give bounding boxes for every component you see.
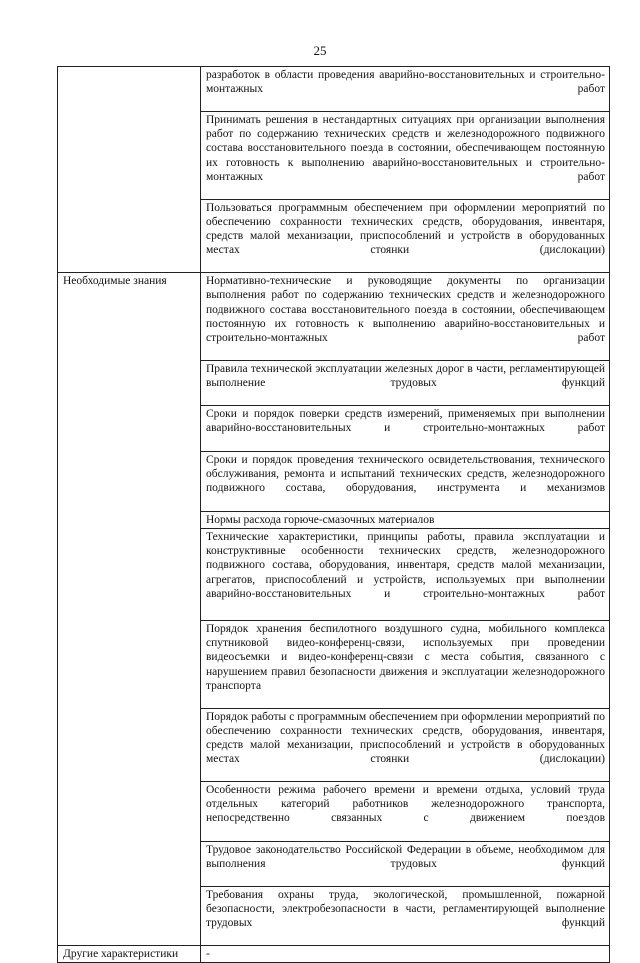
knowledge-item: Трудовое законодательство Российской Федерации в объеме, необходимом для выполнения трудовых функций [201, 841, 610, 886]
row-label-other-characteristics: Другие характеристики [58, 946, 201, 963]
knowledge-item: Нормативно-технические и руководящие документы по организации выполнения работ по содержанию технических средств и железнодорожного подвижного состава восстановительного поезда в состоянии, обеспечивающем постоянную их готовность к выполнению аварийно-восстановительных и строительно-монтажных работ [201, 273, 610, 361]
row-label-required-knowledge: Необходимые знания [58, 273, 201, 946]
page-number: 25 [313, 43, 327, 58]
table-row [58, 273, 610, 361]
knowledge-item: Особенности режима рабочего времени и времени отдыха, условий труда отдельных категорий работников железнодорожного транспорта, непосредственно связанных с движением поездов [201, 782, 610, 841]
knowledge-item: Порядок хранения беспилотного воздушного судна, мобильного комплекса спутниковой видео-конференц-связи, используемых при проведении видеосъемки и видео-конференц-связи с места события, связанного с нарушением правил безопасности движения и эксплуатации железнодорожного транспорта [201, 621, 610, 709]
competency-table [57, 66, 610, 963]
knowledge-item: Порядок работы с программным обеспечением при оформлении мероприятий по обеспечению сохранности технических средств, оборудования, инвентаря, средств малой механизации, приспособлений и устройств в оборудованных местах стоянки (дислокации) [201, 708, 610, 781]
row-label-continuation [58, 67, 201, 273]
skill-item: Пользоваться программным обеспечением при оформлении мероприятий по обеспечению сохранности технических средств, оборудования, инвентаря, средств малой механизации, приспособлений и устройств в оборудованных местах стоянки (дислокации) [201, 199, 610, 272]
table-row [58, 67, 610, 112]
skill-item: разработок в области проведения аварийно-восстановительных и строительно-монтажных работ [201, 67, 610, 112]
knowledge-item: Сроки и порядок поверки средств измерений, применяемых при выполнении аварийно-восстановительных и строительно-монтажных работ [201, 406, 610, 452]
skill-item: Принимать решения в нестандартных ситуациях при организации выполнения работ по содержанию технических средств и железнодорожного подвижного состава восстановительного поезда в состоянии, обеспечивающем постоянную их готовность к выполнению аварийно-восстановительных и строительно-монтажных работ [201, 112, 610, 200]
knowledge-item: Правила технической эксплуатации железных дорог в части, регламентирующей выполнение трудовых функций [201, 360, 610, 405]
knowledge-item: Требования охраны труда, экологической, промышленной, пожарной безопасности, электробезопасности в части, регламентирующей выполнение трудовых функций [201, 886, 610, 945]
table-row [58, 946, 610, 963]
knowledge-item: Технические характеристики, принципы работы, правила эксплуатации и конструктивные особенности технических средств, железнодорожного подвижного состава, оборудования, инвентаря, средств малой механизации, агрегатов, приспособлений и устройств, используемых при выполнении аварийно-восстановительных и строительно-монтажных работ [201, 529, 610, 621]
other-characteristics-value: - [201, 946, 610, 963]
knowledge-item: Нормы расхода горюче-смазочных материалов [201, 512, 610, 529]
knowledge-item: Сроки и порядок проведения технического освидетельствования, технического обслуживания, ремонта и испытаний технических средств, железнодорожного подвижного состава, оборудования, инструмента и механизмов [201, 452, 610, 512]
